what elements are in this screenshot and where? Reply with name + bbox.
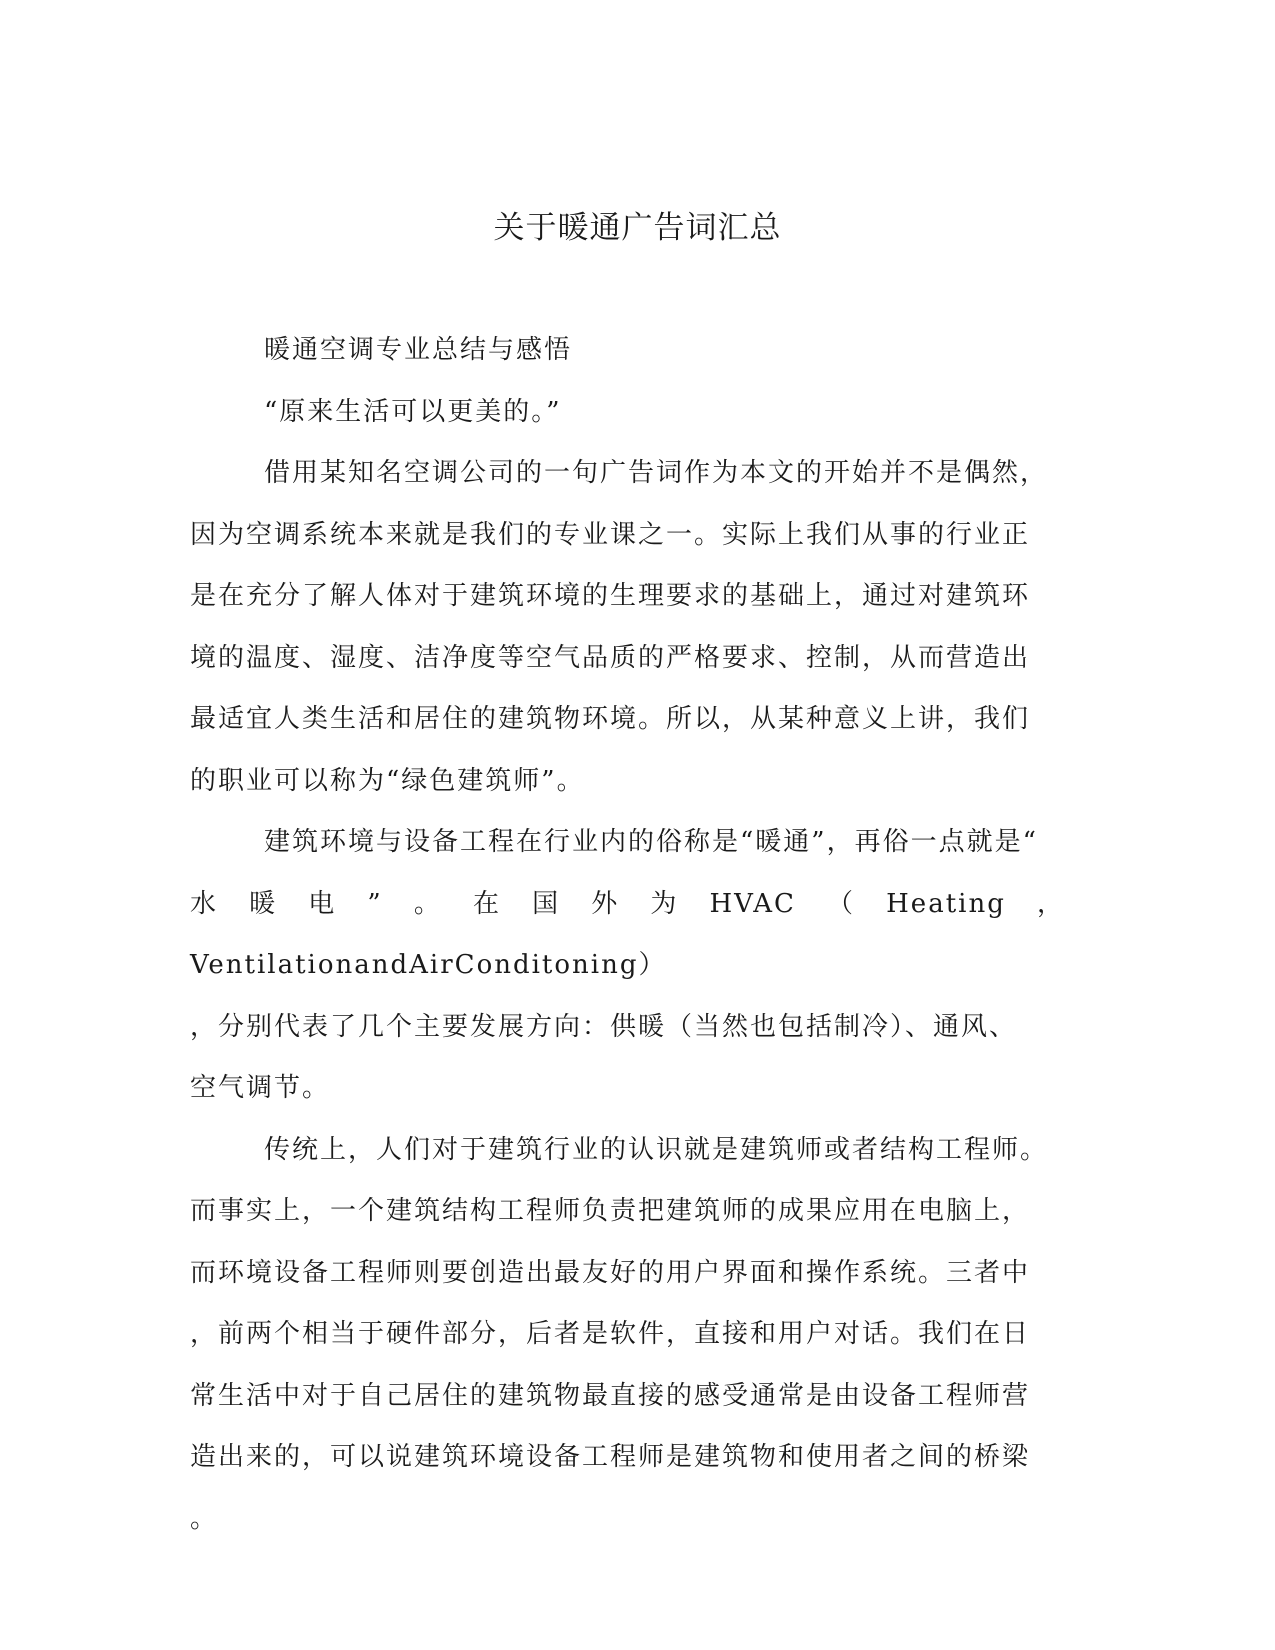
paragraph-intro: 借用某知名空调公司的一句广告词作为本文的开始并不是偶然， 因为空调系统本来就是我们的专业课之一。实际上我们从事的行业正 是在充分了解人体对于建筑环境的生理要求的基础上，通过对建筑环 境的温度、湿度、洁净度等空气品质的严格要求、控制，从而营造出 最适宜人类生活和居住的建筑物环境。所以，从某种意义上讲，我们 的职业可以称为“绿色建筑师”。 bbox=[190, 458, 1049, 796]
paragraph-quote: “原来生活可以更美的。” bbox=[264, 396, 562, 427]
paragraph-heading: 暖通空调专业总结与感悟 bbox=[264, 335, 573, 365]
paragraph-hvac: 建筑环境与设备工程在行业内的俗称是“暖通”，再俗一点就是“ 水暖电”。在国外为HVAC（Heating，VentilationandAirConditoning） ，分别代表了几个主要发展方向：供暖（当然也包括制冷）、通风、 空气调节。 bbox=[190, 827, 1065, 1103]
document-body bbox=[190, 320, 1065, 1550]
paragraph-roles: 传统上，人们对于建筑行业的认识就是建筑师或者结构工程师。 而事实上，一个建筑结构工程师负责把建筑师的成果应用在电脑上， 而环境设备工程师则要创造出最友好的用户界面和操作系统。三者中 ，前两个相当于硬件部分，后者是软件，直接和用户对话。我们在日 常生活中对于自己居住的建筑物最直接的感受通常是由设备工程师营 造出来的，可以说建筑环境设备工程师是建筑物和使用者之间的桥梁 。 bbox=[190, 1134, 1049, 1534]
document-title: 关于暖通广告词汇总 bbox=[493, 210, 782, 246]
